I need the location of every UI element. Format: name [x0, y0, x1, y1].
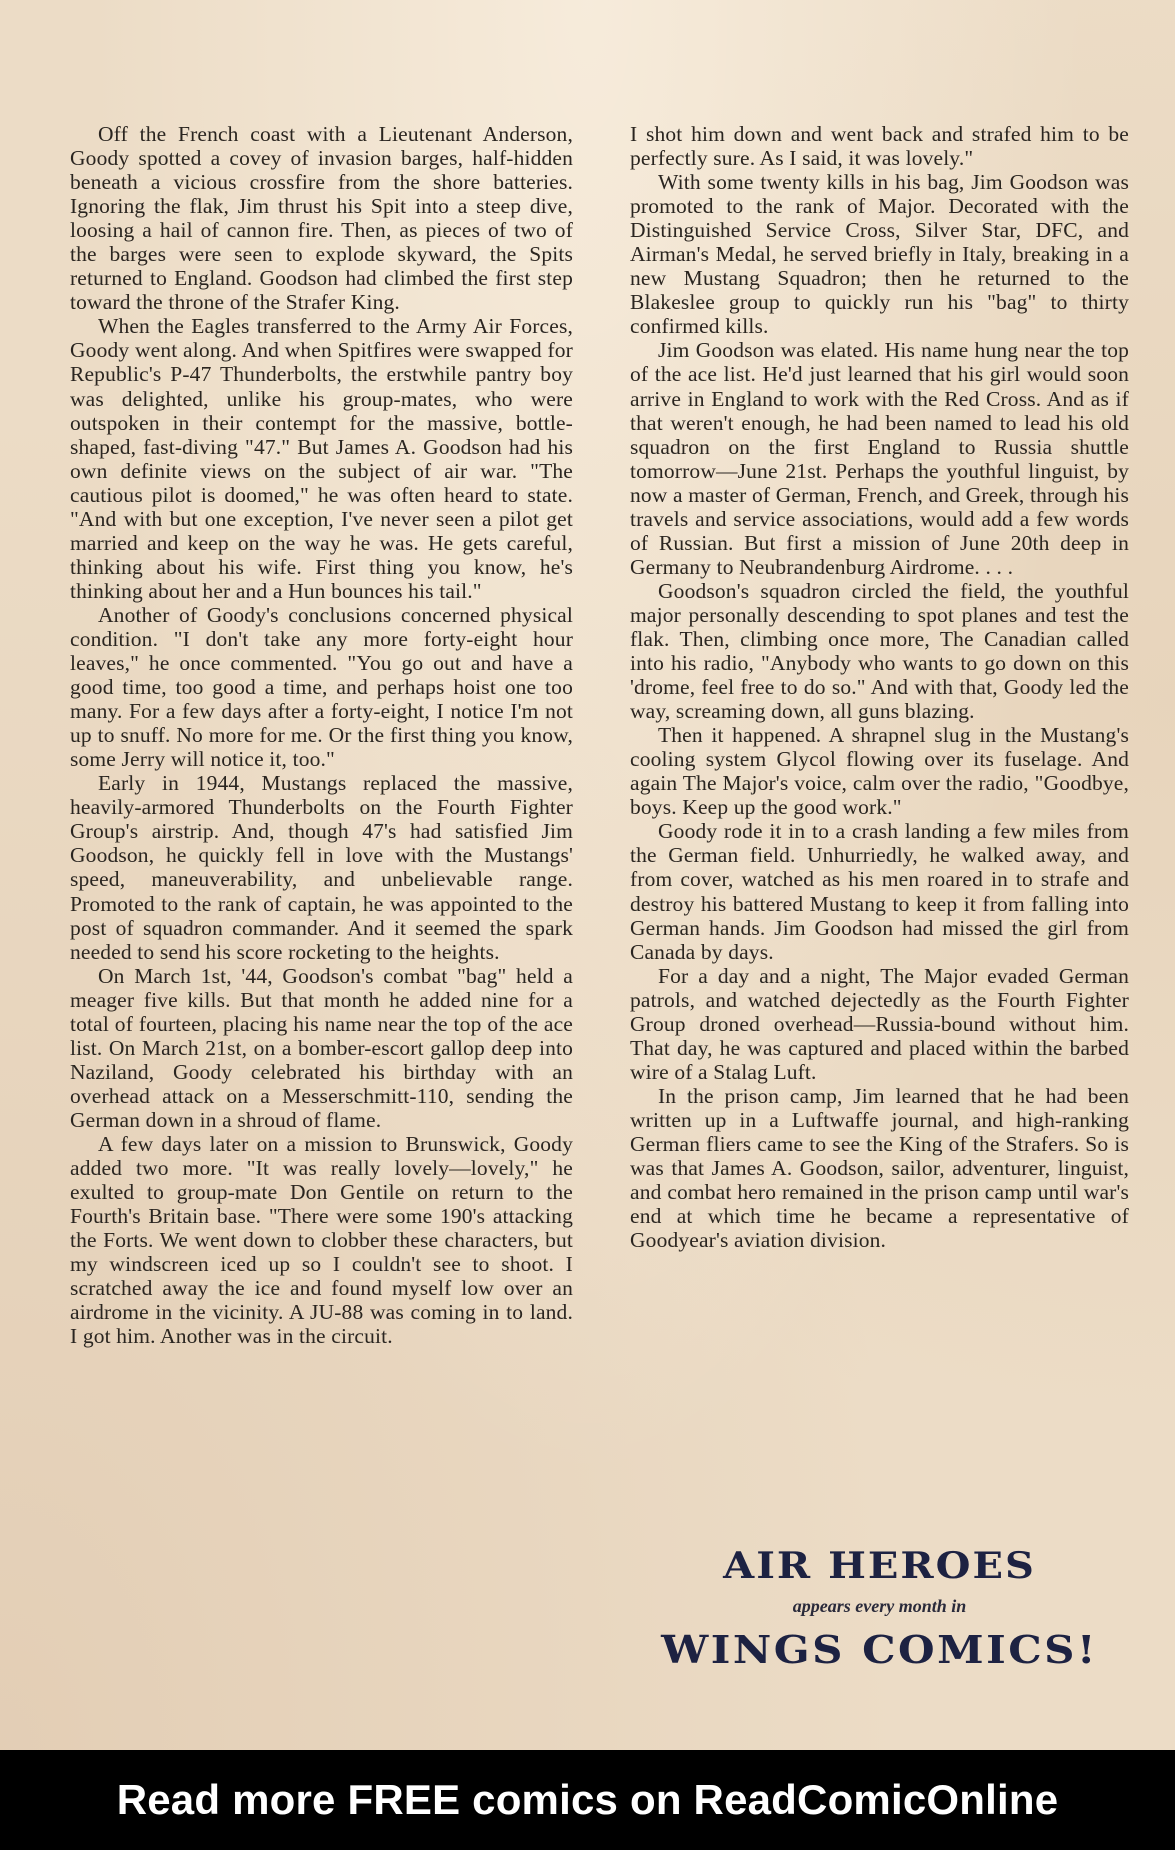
- ad-title: AIR HEROES: [723, 1543, 1036, 1588]
- article-paragraph: On March 1st, '44, Goodson's combat "bag" held a meager five kills. But that month he added nine for a total of fourteen, placing his name near the top of the ace list. On March 21st, on a bomber-escort gallop deep into Naziland, Goody celebrated his birthday with an overhead attack on a Messerschmitt-110, sending the German down in a shroud of flame.: [70, 963, 573, 1132]
- footer-text: Read more FREE comics on ReadComicOnline: [116, 1776, 1059, 1823]
- footer-banner: [0, 1750, 1175, 1850]
- article-paragraph: Off the French coast with a Lieutenant Anderson, Goody spotted a covey of invasion barges, half-hidden beneath a vicious crossfire from the shore batteries. Ignoring the flak, Jim thrust his Spit into a steep dive, loosing a hail of cannon fire. Then, as pieces of two of the barges were seen to explode skyward, the Spits returned to England. Goodson had climbed the first step toward the throne of the Strafer King.: [70, 122, 573, 315]
- article-paragraph: Another of Goody's conclusions concerned physical condition. "I don't take any more forty-eight hour leaves," he once commented. "You go out and have a good time, too good a time, and perhaps hoist one too many. For a few days after a forty-eight, I notice I'm not up to snuff. No more for me. Or the first thing you know, some Jerry will notice it, too.": [70, 602, 573, 772]
- article-right-column: [630, 122, 1129, 1252]
- article-paragraph: In the prison camp, Jim learned that he had been written up in a Luftwaffe journal, and high-ranking German fliers came to see the King of the Strafers. So is was that James A. Goodson, sailor, adventurer, linguist, and combat hero remained in the prison camp until war's end at which time he became a representative of Goodyear's aviation division.: [630, 1083, 1129, 1253]
- article-paragraph: With some twenty kills in his bag, Jim Goodson was promoted to the rank of Major. Decorated with the Distinguished Service Cross, Silver Star, DFC, and Airman's Medal, he served briefly in Italy, breaking in a new Mustang Squadron; then he returned to the Blakeslee group to quickly run his "bag" to thirty confirmed kills.: [630, 170, 1129, 339]
- ad-subtitle: appears every month in: [792, 1596, 967, 1616]
- wings-comics-ad: [630, 1540, 1129, 1680]
- article-paragraph-continued: I shot him down and went back and strafed him to be perfectly sure. As I said, it was lovely.": [630, 122, 1129, 171]
- article-paragraph: When the Eagles transferred to the Army Air Forces, Goody went along. And when Spitfires were swapped for Republic's P-47 Thunderbolts, the erstwhile pantry boy was delighted, unlike his group-mates, who were outspoken in their contempt for the massive, bottle-shaped, fast-diving "47." But James A. Goodson had his own definite views on the subject of air war. "The cautious pilot is doomed," he was often heard to state. "And with but one exception, I've never seen a pilot get married and keep on the way he was. He gets careful, thinking about his wife. First thing you know, he's thinking about her and a Hun bounces his tail.": [70, 314, 573, 603]
- article-paragraph: Then it happened. A shrapnel slug in the Mustang's cooling system Glycol flowing over its fuselage. And again The Major's voice, calm over the radio, "Goodbye, boys. Keep up the good work.": [630, 723, 1129, 820]
- article-paragraph: A few days later on a mission to Brunswick, Goody added two more. "It was really lovely—lovely," he exulted to group-mate Don Gentile on return to the Fourth's Britain base. "There were some 190's attacking the Forts. We went down to clobber these characters, but my windscreen iced up so I couldn't see to shoot. I scratched away the ice and found myself low over an airdrome in the vicinity. A JU-88 was coming in to land. I got him. Another was in the circuit.: [70, 1131, 573, 1349]
- ad-title-secondary: WINGS COMICS!: [661, 1627, 1098, 1673]
- article-left-column: [70, 122, 573, 1348]
- article-paragraph: Early in 1944, Mustangs replaced the massive, heavily-armored Thunderbolts on the Fourth Fighter Group's airstrip. And, though 47's had satisfied Jim Goodson, he quickly fell in love with the Mustangs' speed, maneuverability, and unbelievable range. Promoted to the rank of captain, he was appointed to the post of squadron commander. And it seemed the spark needed to send his score rocketing to the heights.: [70, 771, 573, 964]
- article-paragraph: Goodson's squadron circled the field, the youthful major personally descending to spot planes and test the flak. Then, climbing once more, The Canadian called into his radio, "Anybody who wants to go down on this 'drome, feel free to do so." And with that, Goody led the way, screaming down, all guns blazing.: [630, 578, 1129, 724]
- article-paragraph: For a day and a night, The Major evaded German patrols, and watched dejectedly as the Fourth Fighter Group droned overhead—Russia-bound without him. That day, he was captured and placed within the barbed wire of a Stalag Luft.: [630, 963, 1129, 1084]
- article-paragraph: Goody rode it in to a crash landing a few miles from the German field. Unhurriedly, he walked away, and from cover, watched as his men roared in to strafe and destroy his battered Mustang to keep it from falling into German hands. Jim Goodson had missed the girl from Canada by days.: [630, 819, 1129, 964]
- article-paragraph: Jim Goodson was elated. His name hung near the top of the ace list. He'd just learned that his girl would soon arrive in England to work with the Red Cross. And as if that weren't enough, he had been named to lead his old squadron on the first England to Russia shuttle tomorrow—June 21st. Perhaps the youthful linguist, by now a master of German, French, and Greek, through his travels and service associations, would add a few words of Russian. But first a mission of June 20th deep in Germany to Neubrandenburg Airdrome. . . .: [630, 338, 1129, 579]
